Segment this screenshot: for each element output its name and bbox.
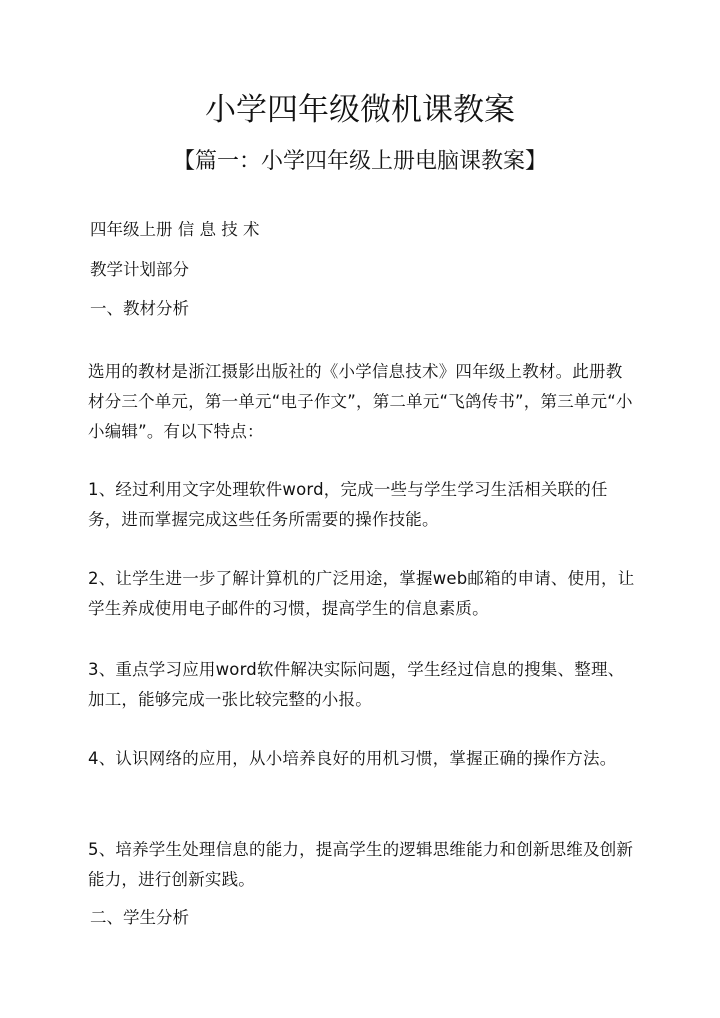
section-heading-student-analysis: 二、学生分析 [90,908,189,927]
document-title: 小学四年级微机课教案 [205,92,515,128]
feature-item-5: 5、培养学生处理信息的能力，提高学生的逻辑思维能力和创新思维及创新能力，进行创新实践。 [88,840,634,889]
plan-heading: 教学计划部分 [90,260,189,279]
section-heading-textbook-analysis: 一、教材分析 [90,299,189,318]
document-subtitle: 【篇一：小学四年级上册电脑课教案】 [172,149,547,174]
feature-item-1: 1、经过利用文字处理软件word，完成一些与学生学习生活相关联的任务，进而掌握完成这些任务所需要的操作技能。 [88,480,608,529]
course-heading: 四年级上册 信 息 技 术 [90,220,260,239]
feature-item-4: 4、认识网络的应用，从小培养良好的用机习惯，掌握正确的操作方法。 [88,749,617,768]
intro-paragraph: 选用的教材是浙江摄影出版社的《小学信息技术》四年级上教材。此册教材分三个单元，第一单元“电子作文”，第二单元“飞鸽传书”，第三单元“小小编辑”。有以下特点： [88,362,633,441]
feature-item-3: 3、重点学习应用word软件解决实际问题，学生经过信息的搜集、整理、加工，能够完成一张比较完整的小报。 [88,660,625,709]
feature-item-2: 2、让学生进一步了解计算机的广泛用途，掌握web邮箱的申请、使用，让学生养成使用电子邮件的习惯，提高学生的信息素质。 [88,569,635,618]
